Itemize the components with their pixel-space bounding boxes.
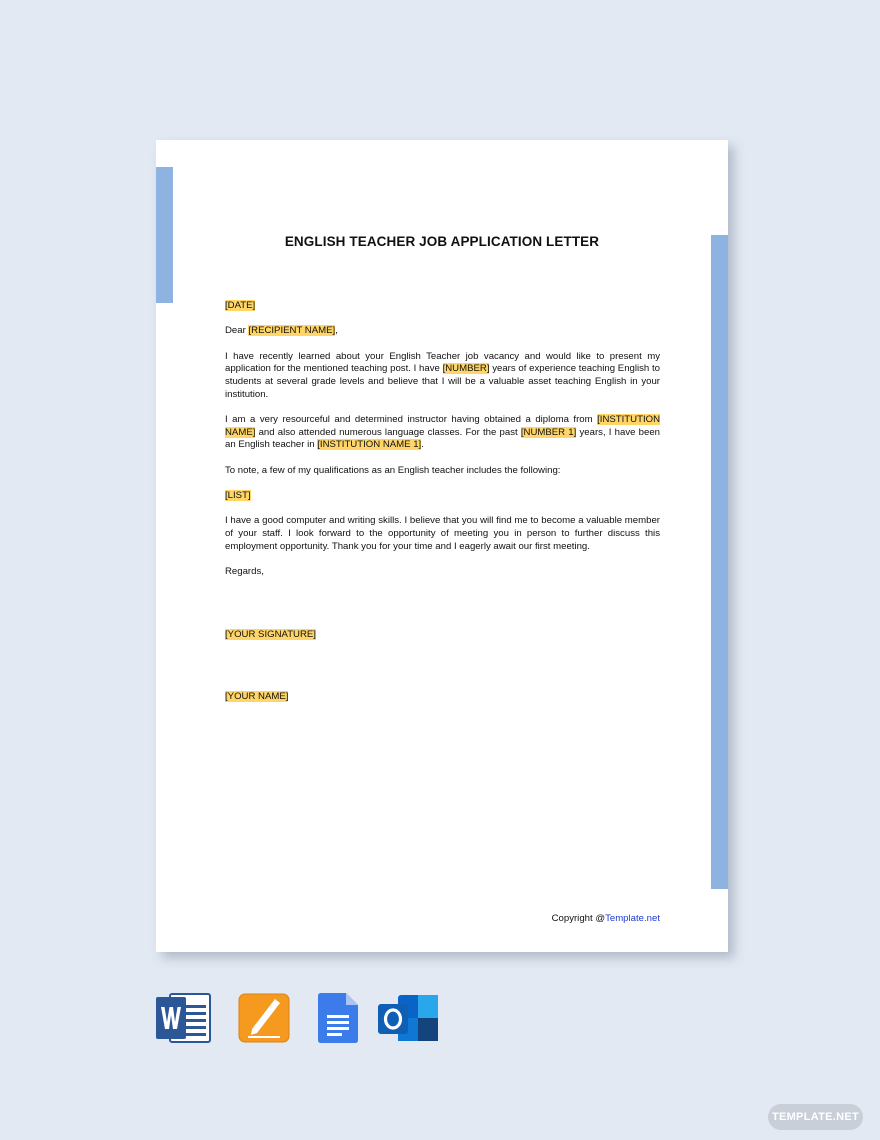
signature-line xyxy=(225,629,660,642)
paragraph-3: To note, a few of my qualifications as an English teacher includes the following: xyxy=(225,464,561,476)
recipient-placeholder: [RECIPIENT NAME] xyxy=(248,325,336,337)
right-accent-bar xyxy=(711,235,728,889)
outlook-icon[interactable] xyxy=(378,993,440,1043)
salutation: Dear [RECIPIENT NAME], xyxy=(225,325,338,337)
template-watermark: TEMPLATE.NET xyxy=(768,1104,863,1130)
paragraph-1: I have recently learned about your English Teacher job vacancy and would like to present my application for the mentioned teaching post. I have [NUMBER] years of experience teaching English to students at several grade levels and believe that I will be a valuable asset teaching English in your institution. xyxy=(225,350,660,400)
number1-placeholder: [NUMBER 1] xyxy=(520,426,577,438)
letter-body xyxy=(225,300,660,704)
date-placeholder: [DATE] xyxy=(225,300,256,311)
name-line xyxy=(225,691,660,704)
paragraph-4: I have a good computer and writing skills. I believe that you will find me to become a valuable member of your staff. I look forward to the opportunity of meeting you in person to further discuss this employment opportunity. Thank you for your time and I eagerly await our first meeting. xyxy=(225,515,660,552)
name-placeholder: [YOUR NAME] xyxy=(225,691,289,703)
pages-icon[interactable] xyxy=(238,993,290,1043)
template-link[interactable]: Template.net xyxy=(605,913,660,924)
copyright: Copyright @Template.net xyxy=(551,913,660,924)
list-line xyxy=(225,490,660,503)
closing: Regards, xyxy=(225,566,264,577)
paragraph-2: I am a very resourceful and determined instructor having obtained a diploma from [INSTITUTION NAME] and also attended numerous language classes. For the past [NUMBER 1] years, I have been an English teacher in [INSTITUTION NAME 1]. xyxy=(225,414,660,451)
institution1-placeholder: [INSTITUTION NAME 1] xyxy=(317,439,422,451)
date-line xyxy=(225,300,660,313)
word-icon[interactable] xyxy=(156,993,212,1043)
number-placeholder: [NUMBER] xyxy=(442,363,490,375)
letter-title: ENGLISH TEACHER JOB APPLICATION LETTER xyxy=(284,234,600,249)
google-docs-icon[interactable] xyxy=(318,993,358,1043)
institution-placeholder: [INSTITUTION NAME] xyxy=(225,414,660,438)
list-placeholder: [LIST] xyxy=(225,490,251,501)
signature-placeholder: [YOUR SIGNATURE] xyxy=(225,628,316,640)
